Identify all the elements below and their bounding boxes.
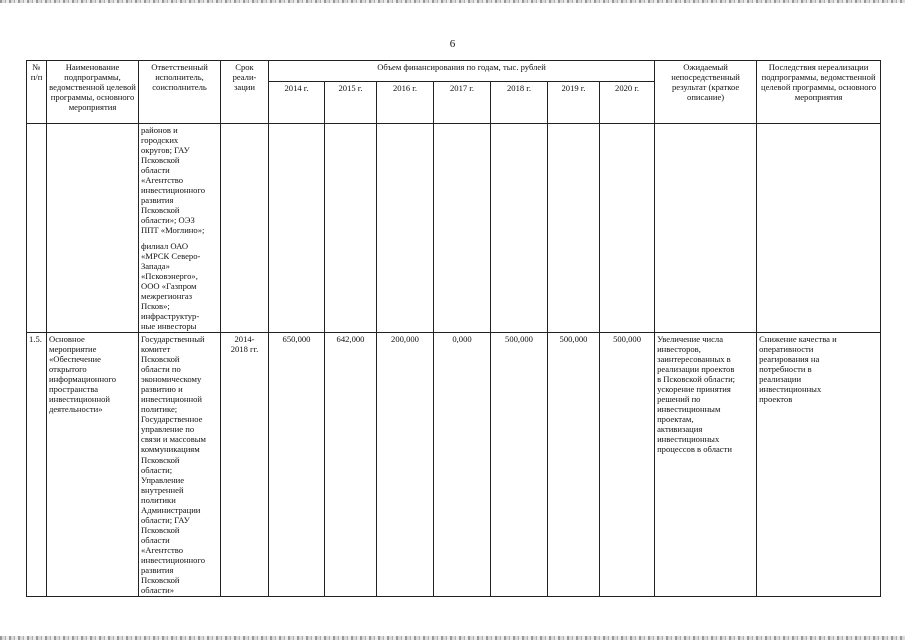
header-funding: Объем финансирования по годам, тыс. рублей: [269, 61, 655, 82]
cell-2018: 500,000: [491, 332, 548, 596]
cell-2014: 650,000: [269, 332, 325, 596]
cell-2016: 200,000: [377, 332, 434, 596]
cell-name: [47, 124, 139, 333]
scan-edge-top: [0, 0, 905, 3]
cell-2020: 500,000: [600, 332, 655, 596]
cell-2017: 0,000: [434, 332, 491, 596]
cell-num: 1.5.: [27, 332, 47, 596]
header-year-2020: 2020 г.: [600, 82, 655, 124]
cell-consequences: [757, 124, 881, 333]
page-number: 6: [449, 38, 456, 50]
cell-consequences: Снижение качества и оперативности реагирования на потребности в реализации инвестиционных проектов: [757, 332, 881, 596]
header-name: Наименование подпрограммы, ведомственной целевой программы, основного мероприятия: [47, 61, 139, 124]
executor-text-part1: районов и городских округов; ГАУ Псковской области «Агентство инвестиционного развития Псковской области»; ОЭЗ ППТ «Моглино»;: [141, 125, 205, 236]
header-term: Срок реали-зации: [221, 61, 269, 124]
cell-2019: [548, 124, 600, 333]
header-row: [27, 61, 881, 82]
header-year-2019: 2019 г.: [548, 82, 600, 124]
cell-2016: [377, 124, 434, 333]
cell-2017: [434, 124, 491, 333]
table-row-continuation: [27, 124, 881, 333]
table-row-1-5: [27, 332, 881, 596]
cell-2015: 642,000: [325, 332, 377, 596]
scan-edge-bottom: [0, 636, 905, 640]
header-num: № п/п: [27, 61, 47, 124]
header-year-2018: 2018 г.: [491, 82, 548, 124]
cell-2020: [600, 124, 655, 333]
cell-2015: [325, 124, 377, 333]
header-year-2017: 2017 г.: [434, 82, 491, 124]
executor-text-part2: филиал ОАО «МРСК Северо- Запада» «Псковэнерго», ООО «Газпром межрегионгаз Псков»; инфраструктур- ные инвесторы: [141, 240, 201, 331]
cell-2014: [269, 124, 325, 333]
header-year-2014: 2014 г.: [269, 82, 325, 124]
cell-executor: Государственный комитет Псковской области по экономическому развитию и инвестиционной политике; Государственное управление по связи и массовым коммуникациям Псковской области; Управление внутренней политики Администрации области; ГАУ Псковской области «Агентство инвестиционного развития Псковской области»: [139, 332, 221, 596]
header-year-2015: 2015 г.: [325, 82, 377, 124]
cell-2019: 500,000: [548, 332, 600, 596]
header-executor: Ответственный исполнитель, соисполнитель: [139, 61, 221, 124]
cell-num: [27, 124, 47, 333]
cell-expected: [655, 124, 757, 333]
funding-table: [26, 60, 881, 597]
cell-name: Основное мероприятие «Обеспечение открытого информационного пространства инвестиционной деятельности»: [47, 332, 139, 596]
cell-term: [221, 124, 269, 333]
cell-expected: Увеличение числа инвесторов, заинтересованных в реализации проектов в Псковской области; ускорение принятия решений по инвестиционным проектам, активизация инвестиционных процессов в области: [655, 332, 757, 596]
cell-2018: [491, 124, 548, 333]
cell-term: 2014- 2018 гг.: [221, 332, 269, 596]
header-year-2016: 2016 г.: [377, 82, 434, 124]
header-expected: Ожидаемый непосредственный результат (краткое описание): [655, 61, 757, 124]
cell-executor: [139, 124, 221, 333]
header-consequences: Последствия нереализации подпрограммы, ведомственной целевой программы, основного мероприятия: [757, 61, 881, 124]
